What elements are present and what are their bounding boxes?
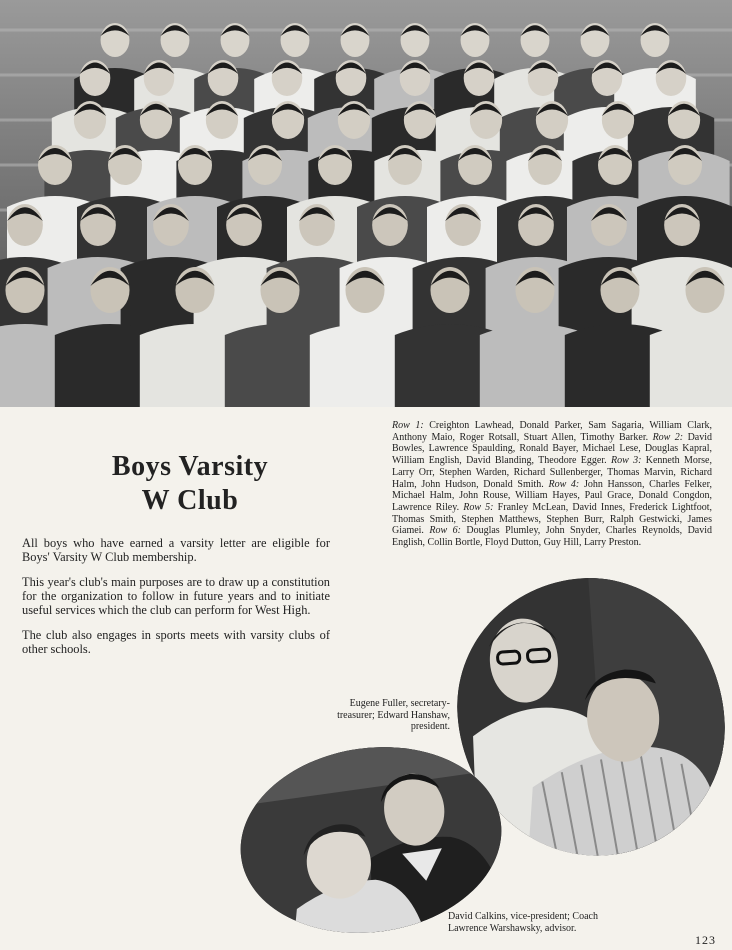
group-photo-image [0, 0, 732, 407]
roster-row-names: Kenneth Morse, Larry Orr, Stephen Warden, Richard Sullenberger, Thomas Marvin, Richard Halm, John Hudson, Donald Smith. [392, 455, 712, 490]
group-photo [0, 0, 732, 407]
description-paragraph: This year's club's main purposes are to draw up a constitution for the organization to follow in future years and to initiate useful services which the club can perform for West High. [22, 575, 330, 617]
roster-row-label: Row 5: [463, 501, 494, 513]
title-line-1: Boys Varsity [111, 451, 269, 482]
description-paragraph: All boys who have earned a varsity letter are eligible for Boys' Varsity W Club membership. [22, 536, 330, 564]
advisor-caption: David Calkins, vice-president; Coach Lawrence Warshawsky, advisor. [448, 911, 598, 934]
roster-row-label: Row 3: [610, 455, 642, 467]
description-paragraph: The club also engages in sports meets with varsity clubs of other schools. [22, 628, 330, 656]
roster-row-names: Creighton Lawhead, Donald Parker, Sam Sagaria, William Clark, Anthony Maio, Roger Rotsall, Stuart Allen, Timothy Barker. [392, 420, 713, 443]
officers-caption: Eugene Fuller, secretary-treasurer; Edward Hanshaw, president. [337, 698, 450, 732]
roster-row-label: Row 4: [548, 478, 580, 490]
roster-row-names: Douglas Plumley, John Snyder, Charles Reynolds, David English, Collin Bortle, Floyd Dutton, Guy Hill, Larry Preston. [392, 525, 713, 549]
page-title [60, 450, 320, 518]
roster-row-label: Row 6: [429, 525, 461, 537]
roster-row-names: Franley McLean, David Innes, Frederick Lightfoot, Thomas Smith, Stephen Matthews, Stephen Burr, Ralph Gestwicki, James Giamei. [392, 501, 712, 537]
roster-row-label: Row 2: [652, 431, 684, 443]
roster-row-names: David Bowles, Lawrence Spaulding, Ronald Bayer, Michael Lese, Douglas Kapral, William English, David Blanding, Theodore Egger. [392, 431, 713, 467]
roster-row-names: John Hansson, Charles Felker, Michael Halm, John Rouse, William Hayes, Paul Grace, Donald Congdon, Lawrence Riley. [392, 478, 713, 513]
group-member-body [650, 324, 732, 407]
title-line-2: W Club [141, 485, 239, 516]
member-roster [392, 420, 712, 549]
club-description [22, 536, 330, 667]
roster-row-label: Row 1: [392, 420, 424, 431]
page-number: 123 [695, 933, 716, 947]
